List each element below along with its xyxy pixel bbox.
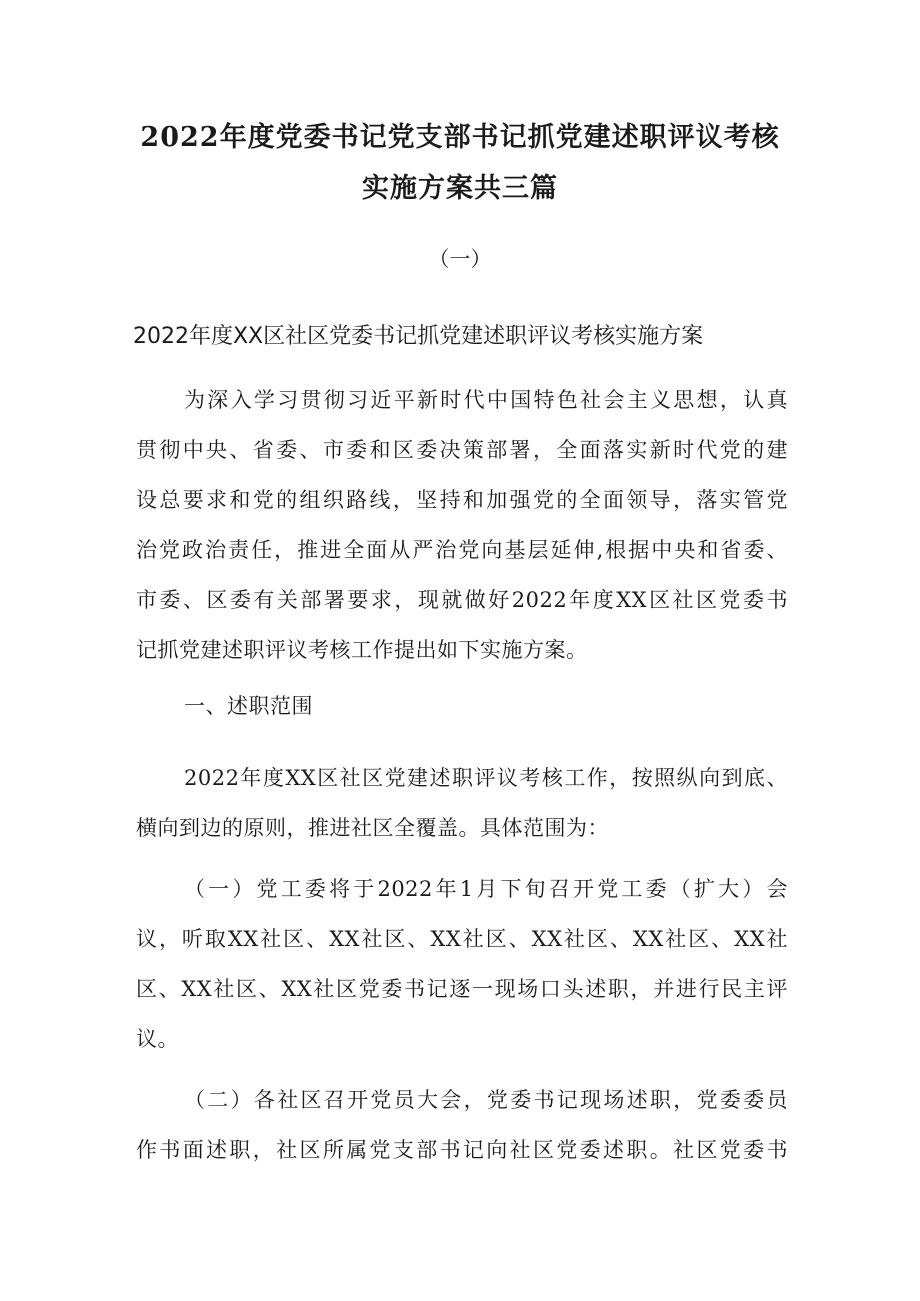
document-title-line-1: 2022年度党委书记党支部书记抓党建述职评议考核 [140,122,780,153]
paragraph-line: 议。 [136,1027,179,1051]
section-subtitle: 2022年度XX区社区党委书记抓党建述职评议考核实施方案 [133,324,704,349]
paragraph-line: 区、XX社区、XX社区党委书记逐一现场口头述职，并进行民主评 [136,977,788,1001]
paragraph-line: 市委、区委有关部署要求，现就做好2022年度XX区社区党委书 [136,588,788,612]
paragraph-line: 横向到边的原则，推进社区全覆盖。具体范围为： [136,816,609,840]
paragraph-line: 议，听取XX社区、XX社区、XX社区、XX社区、XX社区、XX社 [136,927,788,951]
paragraph-line: 为深入学习贯彻习近平新时代中国特色社会主义思想，认真 [184,388,788,412]
paragraph-line: 记抓党建述职评议考核工作提出如下实施方案。 [136,638,588,662]
paragraph-line: 2022年度XX区社区党建述职评议考核工作，按照纵向到底、 [184,766,788,790]
paragraph-line: 设总要求和党的组织路线，坚持和加强党的全面领导，落实管党 [136,488,788,512]
paragraph-line: （一）党工委将于2022年1月下旬召开党工委（扩大）会 [184,877,788,901]
paragraph-line: 贯彻中央、省委、市委和区委决策部署，全面落实新时代党的建 [136,438,788,462]
paragraph-line: 治党政治责任，推进全面从严治党向基层延伸,根据中央和省委、 [136,538,788,562]
part-marker: （一） [428,247,492,271]
document-title-line-2: 实施方案共三篇 [362,173,558,204]
section-heading: 一、述职范围 [184,694,313,718]
paragraph-line: 作书面述职，社区所属党支部书记向社区党委述职。社区党委书 [136,1138,788,1162]
paragraph-line: （二）各社区召开党员大会，党委书记现场述职，党委委员 [184,1088,788,1112]
